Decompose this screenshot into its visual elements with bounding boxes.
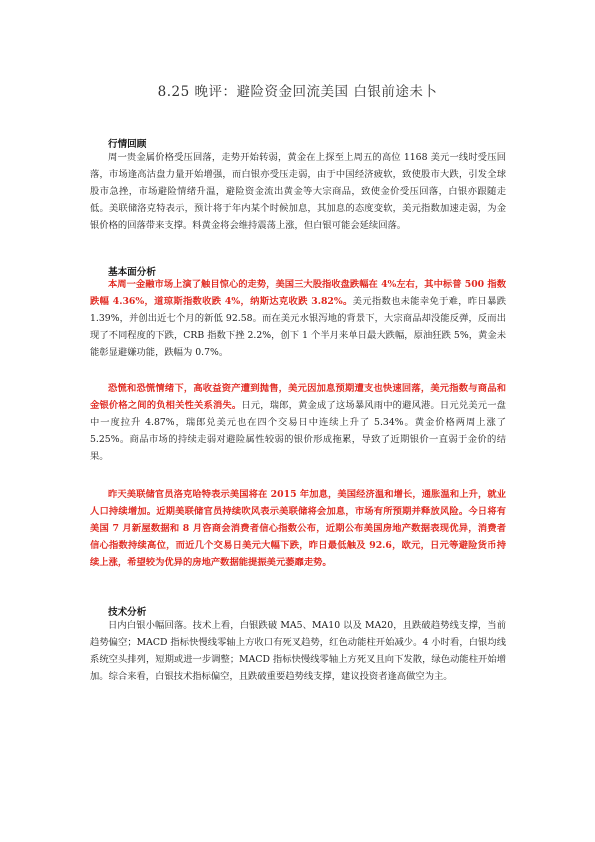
highlight-text: 昨天美联储官员洛克哈特表示美国将在 2015 年加息，美国经济温和增长，通胀温和上升，就业人口持续增加。近期美联储官员持续吹风表示美联储将会加息，市场有所预期并释放风险。今日将有美国 7 月新屋数据和 8 月咨商会消费者信心指数公布，近期公布美国房地产数据表现优异，消费者信心指数持续高位，而近几个交易日美元大幅下跌，昨日最低触及 92.6，欧元，日元等避险货币持续上涨，希望较为优异的房地产数据能提振美元萎靡走势。 [90, 489, 506, 568]
fundamentals-paragraph-3 [90, 486, 506, 571]
highlight-text: 恐慌和恐慌情绪下，高收益资产遭到抛售，美元因加息预期遭支也快速回落，美元指数与商品和金银价格之间的负相关性关系消失。 [90, 383, 506, 411]
page-title: 8.25 晚评：避险资金回流美国 白银前途未卜 [157, 84, 438, 100]
body-text: 日内白银小幅回落。技术上看，白银跌破 MA5、MA10 以及 MA20，且跌破趋势线支撑，当前趋势偏空；MACD 指标快慢线零轴上方收口有死叉趋势，红色动能柱开始减少。4 小时看，白银均线系统空头排列，短期或进一步调整；MACD 指标快慢线零轴上方死叉且向下发散，绿色动能柱开始增加。综合来看，白银技术指标偏空，且跌破重要趋势线支撑，建议投资者逢高做空为主。 [90, 620, 506, 682]
body-text: 日元，瑞郎，黄金成了这场暴风雨中的避风港。日元兑美元一盘中一度拉升 4.87%，瑞郎兑美元也在四个交易日中连续上升了 5.34%。黄金价格两周上涨了 5.25%。商品市场的持续走弱对避险属性较弱的银价形成拖累，导致了近期银价一直弱于金价的结果。 [90, 400, 506, 462]
body-text: 周一贵金属价格受压回落，走势开始转弱，黄金在上探至上周五的高位 1168 美元一线时受压回落，市场逢高沽盘力量开始增强，而白银亦受压走弱，由于中国经济疲软，致使股市大跌，引发全球股市急挫，市场避险情绪升温，避险资金流出黄金等大宗商品，致使金价受压回落，白银亦跟随走低。美联储洛克特表示，预计将于年内某个时候加息，其加息的态度变软，美元指数加速走弱，为金银价格的回落带来支撑。料黄金将会维持震荡上涨，但白银可能会延续回落。 [90, 152, 506, 231]
section-heading-fundamentals: 基本面分析 [108, 267, 156, 278]
section-heading-technical: 技术分析 [108, 607, 147, 618]
market-review-paragraph [90, 149, 506, 234]
body-text: 美元指数也未能幸免于难，昨日暴跌 1.39%，并创出近七个月的新低 92.58。而在美元水银泻地的背景下，大宗商品却没能反弹，反而出现了不同程度的下跌，CRB 指数下挫 2.2%，创下 1 个半月来单日最大跌幅，原油狂跌 5%，黄金未能彰显避嫌功能，跌幅为 0.7%。 [90, 296, 506, 358]
fundamentals-paragraph-2 [90, 380, 506, 465]
technical-paragraph [90, 617, 506, 685]
fundamentals-paragraph-1 [90, 276, 506, 361]
section-heading-market-review: 行情回顾 [108, 139, 147, 150]
highlight-text: 本周一金融市场上演了触目惊心的走势，美国三大股指收盘跌幅在 4%左右，其中标普 500 指数跌幅 4.36%，道琼斯指数收跌 4%，纳斯达克收跌 3.82%。 [90, 279, 506, 307]
